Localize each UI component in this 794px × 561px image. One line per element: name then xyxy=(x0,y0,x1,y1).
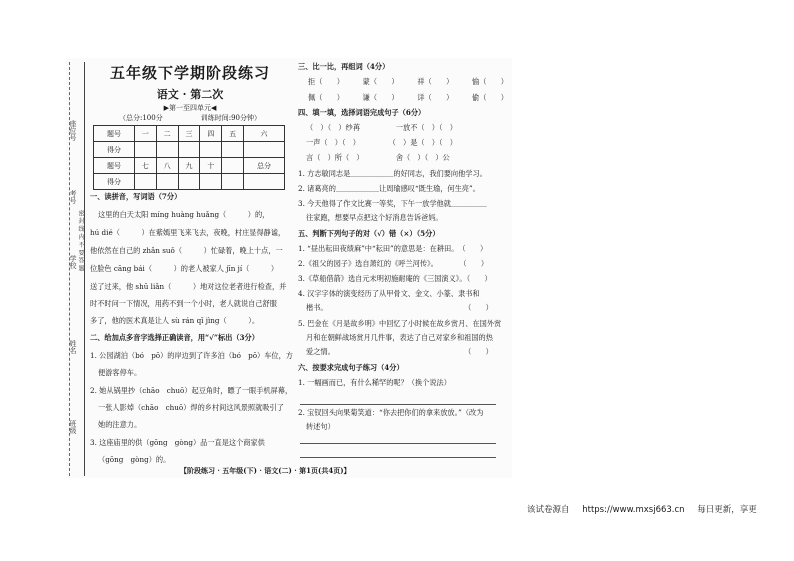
q1-title: 一、读拼音，写词语（7分） xyxy=(90,192,182,201)
q1-line: hú dié（ ）在紫嫣里飞来飞去，夜晚，村庄显得静谧， xyxy=(90,228,286,237)
score-cell xyxy=(222,158,244,174)
score-blank[interactable] xyxy=(200,174,222,190)
q3-item: 祥（ ） xyxy=(417,77,454,86)
q4-idiom-row: 言（ ）所（ ） 舍（ ）（ ）公 xyxy=(306,153,450,162)
answer-line[interactable] xyxy=(300,443,496,444)
page-title: 五年级下学期阶段练习 xyxy=(109,64,270,82)
score-blank[interactable] xyxy=(156,174,178,190)
score-cell: 题号 xyxy=(94,126,135,142)
q1-line: 他依然在自己的 zhǎn suǒ（ ）忙碌着，晚上十点，一 xyxy=(90,246,283,255)
q5-title: 五、判断下列句子的对（√）错（×）（5分） xyxy=(298,229,440,238)
score-cell: 五 xyxy=(222,126,244,142)
q5-item: 2.《祖父的园子》选自萧红的《呼兰河传》。 （ ） xyxy=(298,259,489,268)
q2-line: 2. 她从锅里抄（chāo chuō）起豆角时，瞟了一眼手机屏幕， xyxy=(90,386,293,395)
q5-item: 爱之情。 （ ） xyxy=(306,347,493,356)
score-cell: 二 xyxy=(156,126,178,142)
binding-label-seat: 座位号 xyxy=(69,120,77,141)
score-cell: 三 xyxy=(178,126,200,142)
q5-item: 楷书。 （ ） xyxy=(306,303,493,312)
score-cell: 题号 xyxy=(94,158,135,174)
q1-line: 送了过来，他 shū liǎn（ ）地对这位老者进行检查，并 xyxy=(90,282,287,291)
binding-label-school: 学校 xyxy=(69,255,77,269)
q6-item: 2. 宝钗回头向果菊笑道：“你去把你们的拿来放放。”（改为 xyxy=(298,408,484,417)
answer-line[interactable] xyxy=(300,457,496,458)
binding-label-number: 考号 xyxy=(69,190,77,204)
credit-slogan: 每日更新，享更 xyxy=(697,505,757,515)
score-row-3 xyxy=(94,158,285,174)
score-blank[interactable] xyxy=(244,142,285,158)
score-blank[interactable] xyxy=(156,142,178,158)
answer-line[interactable] xyxy=(300,404,496,405)
q2-line: 3. 这座庙里的供（gōng gòng）品一直是这个商家供 xyxy=(90,438,265,447)
page-footer: 【阶段练习 · 五年级(下) · 语文(二) · 第1页(共4页)】 xyxy=(180,466,351,475)
score-blank[interactable] xyxy=(222,174,244,190)
q5-item: 1. “昼出耘田夜绩麻”中“耘田”的意思是：在耕田。 （ ） xyxy=(298,244,488,253)
score-cell: 一 xyxy=(134,126,156,142)
exam-time: 训练时间:90分钟） xyxy=(200,114,261,122)
q5-item: 3.《草船借箭》选自元末明初施耐庵的《三国演义》。（ ） xyxy=(298,274,492,283)
q3-item: 详（ ） xyxy=(417,93,454,102)
binding-warning: 密 封 线 内 不 要 答 题 xyxy=(77,210,84,272)
q2-line: 她的注意力。 xyxy=(98,420,142,429)
exam-meta xyxy=(100,113,280,123)
source-credit xyxy=(527,503,767,515)
q3-title: 三、比一比，再组词（4分） xyxy=(298,62,390,71)
score-blank[interactable] xyxy=(178,142,200,158)
q2-line: 一张人影焯（chāo chuō）焊的乡村间这风景照就吸引了 xyxy=(98,403,284,412)
q6-item: 1. 一幅画而已，有什么稀罕的呢？（换个说法） xyxy=(298,378,451,387)
unit-range: ▶第一至四单元◀ xyxy=(163,104,217,112)
score-blank[interactable] xyxy=(200,142,222,158)
q4-idiom-row: 一声（ ）（ ） （ ）是（ ）（ ） xyxy=(306,138,457,147)
score-cell: 十 xyxy=(200,158,222,174)
score-cell: 九 xyxy=(178,158,200,174)
q3-item: 偷（ ） xyxy=(472,93,508,102)
q1-line: 位脸色 cāng bái（ ）的老人被家人 jīn jí（ ） xyxy=(90,264,279,273)
q3-row xyxy=(308,93,508,103)
q3-item: 愉（ ） xyxy=(472,77,508,86)
q4-sentence: 1. 方志敏同志是＿＿＿＿＿＿的好同志，我们要向他学习。 xyxy=(298,169,487,178)
score-blank[interactable] xyxy=(222,142,244,158)
score-blank[interactable] xyxy=(134,142,156,158)
q6-item: 转述句） xyxy=(306,422,335,431)
q3-item: 拒（ ） xyxy=(308,77,344,86)
score-blank[interactable] xyxy=(178,174,200,190)
q1-line: 时不时问一下情况，用药不到一个小时，老人就说自己舒服 xyxy=(90,299,277,308)
q2-line: 1. 公园湖泊（bó pō）的岸边到了许多泊（bó pō）车位，方 xyxy=(90,351,293,360)
score-row-4 xyxy=(94,174,285,190)
score-blank[interactable] xyxy=(244,174,285,190)
score-table xyxy=(93,125,285,190)
q4-sentence: 2. 诸葛亮的＿＿＿＿＿＿让周瑜感叹“既生瑜，何生亮”。 xyxy=(298,184,480,193)
q3-row xyxy=(308,77,508,87)
q3-item: 佩（ ） xyxy=(308,93,344,102)
score-cell: 四 xyxy=(200,126,222,142)
score-cell: 总分 xyxy=(244,158,285,174)
q1-line: 多了，他的医术真是让人 sù rán qǐ jìng（ ）。 xyxy=(90,316,260,325)
page-subtitle: 语文 · 第二次 xyxy=(156,88,224,101)
q4-idiom-row: （ ）（ ）纱苒 一放不（ ）（ ） xyxy=(306,123,457,132)
score-cell: 八 xyxy=(156,158,178,174)
score-row-2 xyxy=(94,142,285,158)
credit-url[interactable]: https://www.mxsj663.cn xyxy=(582,505,685,515)
q6-title: 六、按要求完成句子练习（4分） xyxy=(298,363,404,372)
score-cell: 得分 xyxy=(94,142,135,158)
q4-title: 四、填一填，选择词语完成句子（6分） xyxy=(298,108,426,117)
q4-sentence: 3. 今天他得了作文比赛一等奖，下午一放学他就＿＿＿＿＿ xyxy=(298,199,487,208)
score-blank[interactable] xyxy=(134,174,156,190)
score-cell: 六 xyxy=(244,126,285,142)
q3-item: 谦（ ） xyxy=(362,93,399,102)
score-row-1 xyxy=(94,126,285,142)
q5-item: 月和在朝鲜战场赏月几件事，表达了自己对家乡和祖国的热 xyxy=(306,333,493,342)
score-cell: 得分 xyxy=(94,174,135,190)
q3-item: 蒙（ ） xyxy=(362,77,399,86)
q5-item: 5. 巴金在《月是故乡明》中回忆了小时候在故乡赏月、在国外赏 xyxy=(298,319,502,328)
q2-line: 便游客停车。 xyxy=(98,368,142,377)
binding-label-class: 班级 xyxy=(69,420,77,434)
score-cell: 七 xyxy=(134,158,156,174)
q4-sentence: 往家跑，想要早点把这个好消息告诉爸妈。 xyxy=(306,213,443,222)
credit-site: 该试卷源自 xyxy=(527,505,570,515)
q2-title: 二、给加点多音字选择正确读音，用“√”标出（3分） xyxy=(90,333,259,342)
q1-line: 这里的白天太阳 míng huàng huǎng（ ）的， xyxy=(98,210,270,219)
binding-label-name: 姓名 xyxy=(69,340,77,354)
q2-line: （gōng gòng）的。 xyxy=(98,455,171,464)
total-score: （总分:100分 xyxy=(119,114,163,122)
q5-item: 4. 汉字字体的演变经历了从甲骨文、金文、小篆、隶书和 xyxy=(298,289,480,298)
